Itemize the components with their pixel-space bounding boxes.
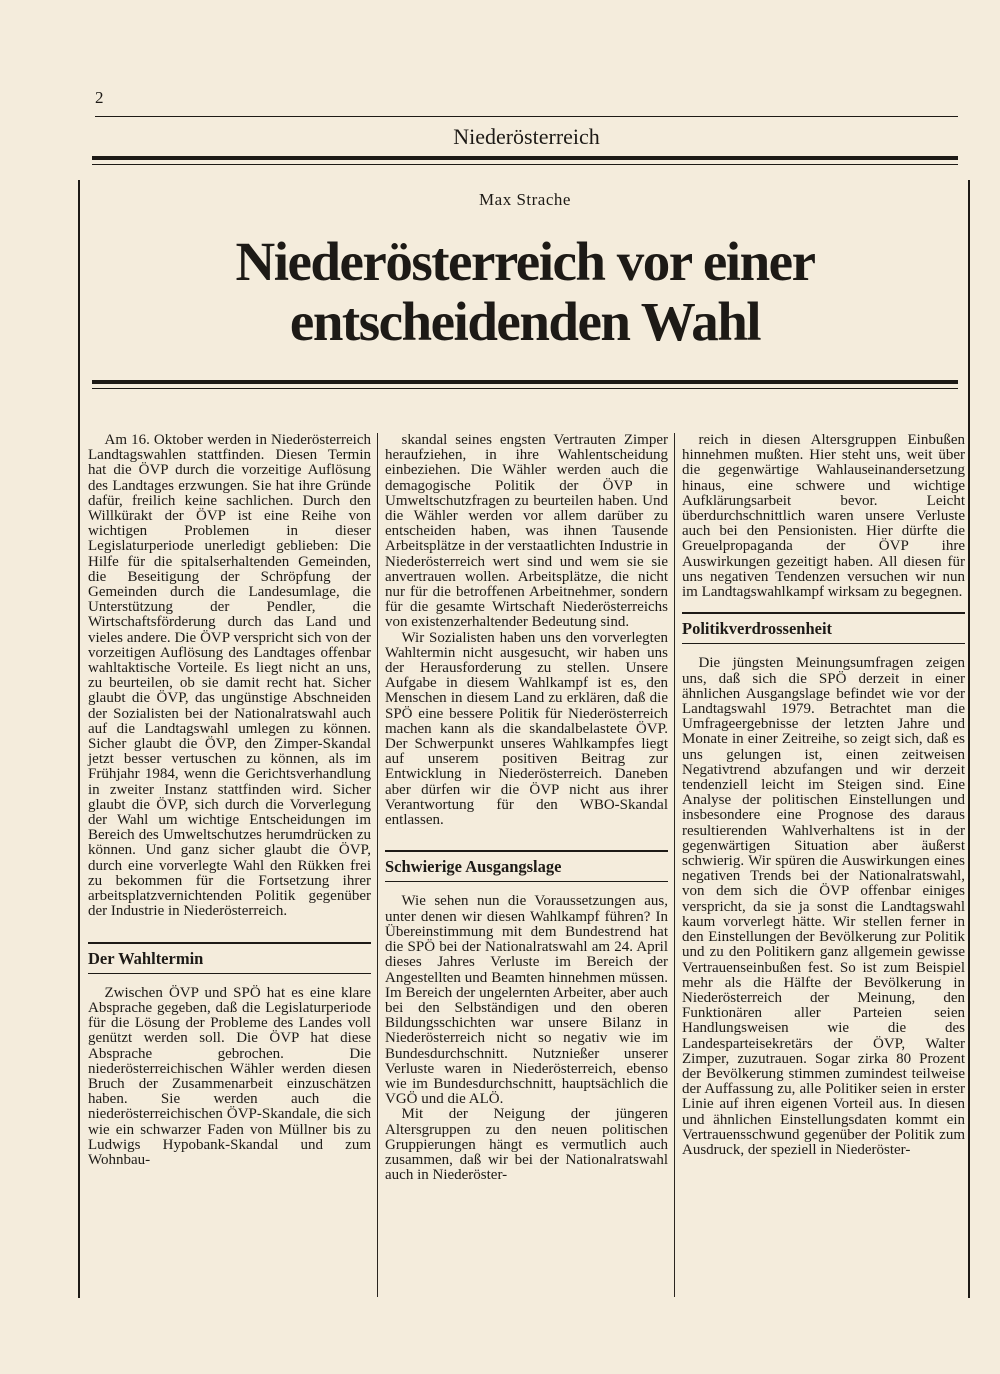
paragraph: Mit der Neigung der jüngeren Altersgruppen zu den neuen politischen Gruppierungen hängt es vermutlich auch zusammen, daß wir bei der Nationalratswahl auch in Niederöster- — [385, 1106, 668, 1184]
column-1 — [88, 433, 371, 1168]
column-2 — [385, 433, 668, 1183]
column-separator — [377, 433, 378, 1297]
section-double-rule — [92, 156, 958, 165]
headline — [80, 232, 970, 352]
subheading-wahltermin: Der Wahltermin — [88, 942, 371, 974]
paragraph: Wir Sozialisten haben uns den vorverlegten Wahltermin nicht ausgesucht, wir haben uns der Herausforderung zu stellen. Unsere Aufgabe in diesem Wahlkampf ist es, den Menschen in diesem Land zu erklären, daß die SPÖ eine bessere Politik für Niederösterreich machen kann als die skandalbelastete ÖVP. Der Schwerpunkt unseres Wahlkampfes liegt auf unserem positiven Beitrag zur Entwicklung in Niederösterreich. Daneben aber dürfen wir die ÖVP nicht aus ihrer Verantwortung für den WBO-Skandal entlassen. — [385, 629, 668, 829]
paragraph: Die jüngsten Meinungsumfragen zeigen uns, daß sich die SPÖ derzeit in einer ähnlichen Ausgangslage befindet wie vor der Landtagswahl 1979. Betrachtet man die Umfrageergebnisse der letzten Jahre und Monate in einer Zeitreihe, so zeigt sich, daß es uns gelungen ist, einen zeitweisen Negativtrend abzufangen und wir derzeit tendenziell leicht im Steigen sind. Eine Analyse der politischen Einstellungen und insbesondere eine Prognose des daraus resultierenden Wahlverhaltens ist in der gegenwärtigen Situation aber äußerst schwierig. Wir spüren die Auswirkungen eines negativen Trends bei der Nationalratswahl, von dem sich die ÖVP offenbar einiges verspricht, da sie ja sonst die Landtagswahl kaum vorverlegt hätte. Wir stellen ferner in den Einstellungen der Bevölkerung zur Politik und zu den Politikern ganz allgemein gewisse Vertrauenseinbußen fest. So ist zum Beispiel mehr als die Hälfte der Bevölkerung in Niederösterreich der Meinung, den Funktionären aller Parteien seien Handlungsweisen wie die des Landesparteisekretärs der ÖVP, Walter Zimper, zuzutrauen. Sogar zirka 80 Prozent der Bevölkerung stimmen zumindest teilweise der Auffassung zu, alle Politiker seien in erster Linie auf ihren eigenen Vorteil aus. In diesen und ähnlichen Einstellungsdaten kommt ein Vertrauensschwund gegenüber der Politik zum Ausdruck, der speziell in Niederöster- — [682, 655, 965, 1158]
headline-line-2: entscheidenden Wahl — [289, 291, 761, 352]
headline-line-1: Niederösterreich vor einer — [235, 231, 815, 292]
paragraph: Wie sehen nun die Voraussetzungen aus, unter denen wir diesen Wahlkampf führen? In Übereinstimmung mit dem Bundestrend hat die SPÖ bei der Nationalratswahl am 24. April dieses Jahres Verluste im Bereich der Angestellten und Beamten hinnehmen müssen. Im Bereich der ungelernten Arbeiter, aber auch bei den Selbständigen und den oberen Bildungsschichten war unsere Bilanz in Niederösterreich nicht so negativ wie im Bundesdurchschnitt. Nutznießer unserer Verluste waren in Niederösterreich, ebenso wie im Bundesdurchschnitt, hauptsächlich die VGÖ und die ALÖ. — [385, 893, 668, 1108]
subheading-politikverdrossenheit: Politikverdrossenheit — [682, 612, 965, 644]
author: Max Strache — [479, 190, 571, 209]
paragraph: reich in diesen Altersgruppen Einbußen hinnehmen mußten. Hier steht uns, weit über die gegenwärtige Wahlauseinandersetzung hinaus, eine schwere und wichtige Aufklärungsarbeit bevor. Leicht überdurchschnittlich waren unsere Verluste auch bei den Pensionisten. Hier dürfte die Greuelpropaganda der ÖVP ihre Auswirkungen gezeitigt haben. All diesen für uns negativen Tendenzen versuchen wir nun im Landtagswahlkampf wirksam zu begegnen. — [682, 432, 965, 601]
headline-double-rule — [92, 380, 958, 389]
page-number: 2 — [95, 88, 104, 107]
paragraph: skandal seines engsten Vertrauten Zimper heraufziehen, in ihre Wahlentscheidung einbeziehen. Die Wähler werden auch die demagogische Politik der ÖVP in Umweltschutzfragen zu beurteilen haben. Und die Wähler werden vor allem darüber zu entscheiden haben, was ihnen Tausende Arbeitsplätze in der verstaatlichten Industrie in Niederösterreich wert sind und wem sie sie anvertrauen wollen. Arbeitsplätze, die nicht nur für die betroffenen Arbeitnehmer, sondern für die gesamte Wirtschaft Niederösterreichs von existenzerhaltender Bedeutung sind. — [385, 432, 668, 631]
column-separator — [674, 433, 675, 1297]
column-3 — [682, 433, 965, 1158]
section-name: Niederösterreich — [453, 124, 600, 149]
top-rule — [95, 116, 958, 117]
paragraph: Am 16. Oktober werden in Niederösterreich Landtagswahlen stattfinden. Diesen Termin hat die ÖVP durch die vorzeitige Auflösung des Landtages erzwungen. Sie hat ihre Gründe dafür, freilich keine sachlichen. Durch den Willkürakt der ÖVP ist eine Reihe von wichtigen Problemen in dieser Legislaturperiode unerledigt geblieben: Die Hilfe für die spitalserhaltenden Gemeinden, die Beseitigung der Schröpfung der Gemeinden durch die Landesumlage, die Unterstützung der Pendler, die Wirtschaftsförderung durch das Land und vieles andere. Die ÖVP verspricht sich von der vorzeitigen Auflösung des Landtages offenbar wahltaktische Vorteile. Es liegt nicht an uns, zu beurteilen, ob sie damit recht hat. Sicher glaubt die ÖVP, das ungünstige Abschneiden der Sozialisten bei der Nationalratswahl auch auf die Landtagswahl umlegen zu können. Sicher glaubt die ÖVP, den Zimper-Skandal jetzt besser vertuschen zu können, als im Frühjahr 1984, wenn die Gerichtsverhandlung in zweiter Instanz stattfinden wird. Sicher glaubt die ÖVP, sich durch die Vorverlegung der Wahl um wichtige Entscheidungen im Bereich des Umweltschutzes herumdrücken zu können. Und ganz sicher glaubt die ÖVP, durch eine vorverlegte Wahl den Rükken frei zu bekommen für die Fortsetzung ihrer arbeitsplatzvernichtenden Politik gegenüber der Industrie in Niederösterreich. — [88, 432, 371, 920]
paragraph: Zwischen ÖVP und SPÖ hat es eine klare Absprache gegeben, daß die Legislaturperiode für die Lösung der Probleme des Landes voll genützt werden soll. Die ÖVP hat diese Absprache gebrochen. Die niederösterreichischen Wähler werden diesen Bruch der Zusammenarbeit einzuschätzen haben. Sie werden auch die niederösterreichischen ÖVP-Skandale, die sich wie ein schwarzer Faden von Müllner bis zu Ludwigs Hypobank-Skandal und zum Wohnbau- — [88, 984, 371, 1168]
subheading-ausgangslage: Schwierige Ausgangslage — [385, 850, 668, 882]
